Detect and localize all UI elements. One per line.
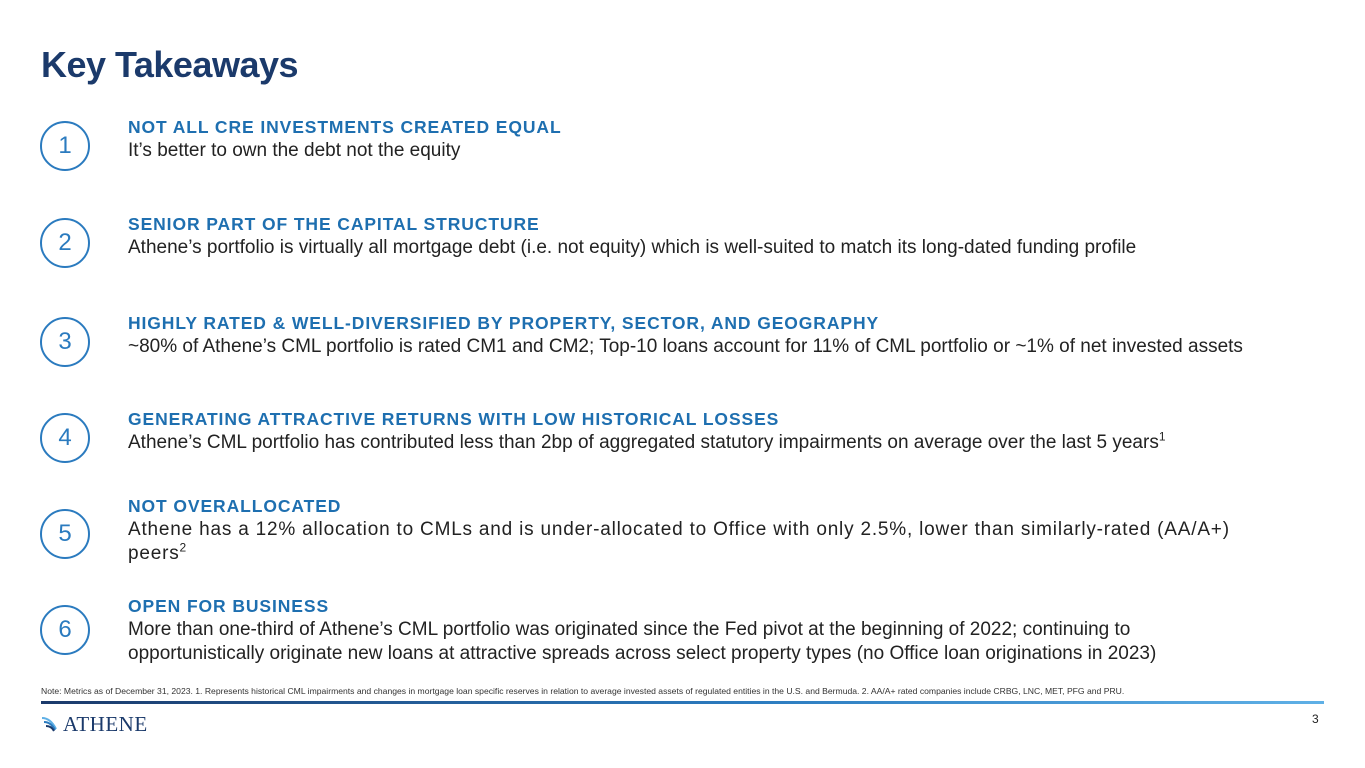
number-badge-4: 4 xyxy=(40,413,90,463)
takeaway-heading-1: NOT ALL CRE INVESTMENTS CREATED EQUAL xyxy=(128,117,562,137)
footnote-ref-1: 1 xyxy=(1158,429,1166,444)
takeaway-text-2 xyxy=(128,212,1358,260)
takeaway-body-4-text: Athene’s CML portfolio has contributed less than 2bp of aggregated statutory impairments on average over the last 5 years xyxy=(128,432,1159,453)
footer-divider xyxy=(41,701,1324,704)
takeaway-body-1: It’s better to own the debt not the equity xyxy=(128,140,461,161)
takeaway-body-6: More than one-third of Athene’s CML portfolio was originated since the Fed pivot at the beginning of 2022; continuing to opportunistically originate new loans at attractive spreads across select property types (no Office loan originations in 2023) xyxy=(128,619,1157,664)
takeaway-heading-2: SENIOR PART OF THE CAPITAL STRUCTURE xyxy=(128,214,540,234)
takeaway-body-2: Athene’s portfolio is virtually all mortgage debt (i.e. not equity) which is well-suited to match its long-dated funding profile xyxy=(128,237,1137,258)
takeaway-4 xyxy=(40,407,1360,477)
takeaway-text-3 xyxy=(128,311,1358,359)
takeaway-body-4 xyxy=(128,431,1358,455)
athene-logo xyxy=(41,712,148,736)
takeaway-heading-3: HIGHLY RATED & WELL-DIVERSIFIED BY PROPERTY, SECTOR, AND GEOGRAPHY xyxy=(128,313,880,333)
takeaway-heading-6: OPEN FOR BUSINESS xyxy=(128,596,330,616)
number-badge-6: 6 xyxy=(40,605,90,655)
takeaway-1 xyxy=(40,115,1360,185)
page-title: Key Takeaways xyxy=(41,44,299,85)
number-badge-3: 3 xyxy=(40,317,90,367)
takeaway-text-6 xyxy=(128,594,1358,666)
takeaway-text-5 xyxy=(128,494,1358,566)
takeaway-text-1 xyxy=(128,115,1358,163)
logo-wordmark: ATHENE xyxy=(63,711,148,736)
takeaway-2 xyxy=(40,212,1360,282)
takeaway-body-5 xyxy=(128,518,1268,566)
takeaway-heading-4: GENERATING ATTRACTIVE RETURNS WITH LOW HISTORICAL LOSSES xyxy=(128,409,780,429)
takeaway-3 xyxy=(40,311,1360,381)
footnote: Note: Metrics as of December 31, 2023. 1. Represents historical CML impairments and changes in mortgage loan specific reserves in relation to average invested assets of regulated entities in the U.S. and Bermuda. 2. AA/A+ rated companies include CRBG, LNC, MET, PFG and PRU. xyxy=(41,686,1125,696)
page-number: 3 xyxy=(1312,712,1319,726)
takeaway-text-4 xyxy=(128,407,1358,455)
footnote-ref-2: 2 xyxy=(179,540,188,555)
takeaway-5 xyxy=(40,494,1360,574)
takeaway-heading-5: NOT OVERALLOCATED xyxy=(128,496,342,516)
number-badge-1: 1 xyxy=(40,121,90,171)
number-badge-5: 5 xyxy=(40,509,90,559)
athene-wing-icon xyxy=(41,715,61,733)
takeaway-body-3: ~80% of Athene’s CML portfolio is rated CM1 and CM2; Top-10 loans account for 11% of CML portfolio or ~1% of net invested assets xyxy=(128,336,1243,357)
number-badge-2: 2 xyxy=(40,218,90,268)
takeaway-body-5-text: Athene has a 12% allocation to CMLs and is under-allocated to Office with only 2.5%, lower than similarly-rated (AA/A+) peers xyxy=(128,519,1230,564)
takeaway-6 xyxy=(40,594,1360,674)
